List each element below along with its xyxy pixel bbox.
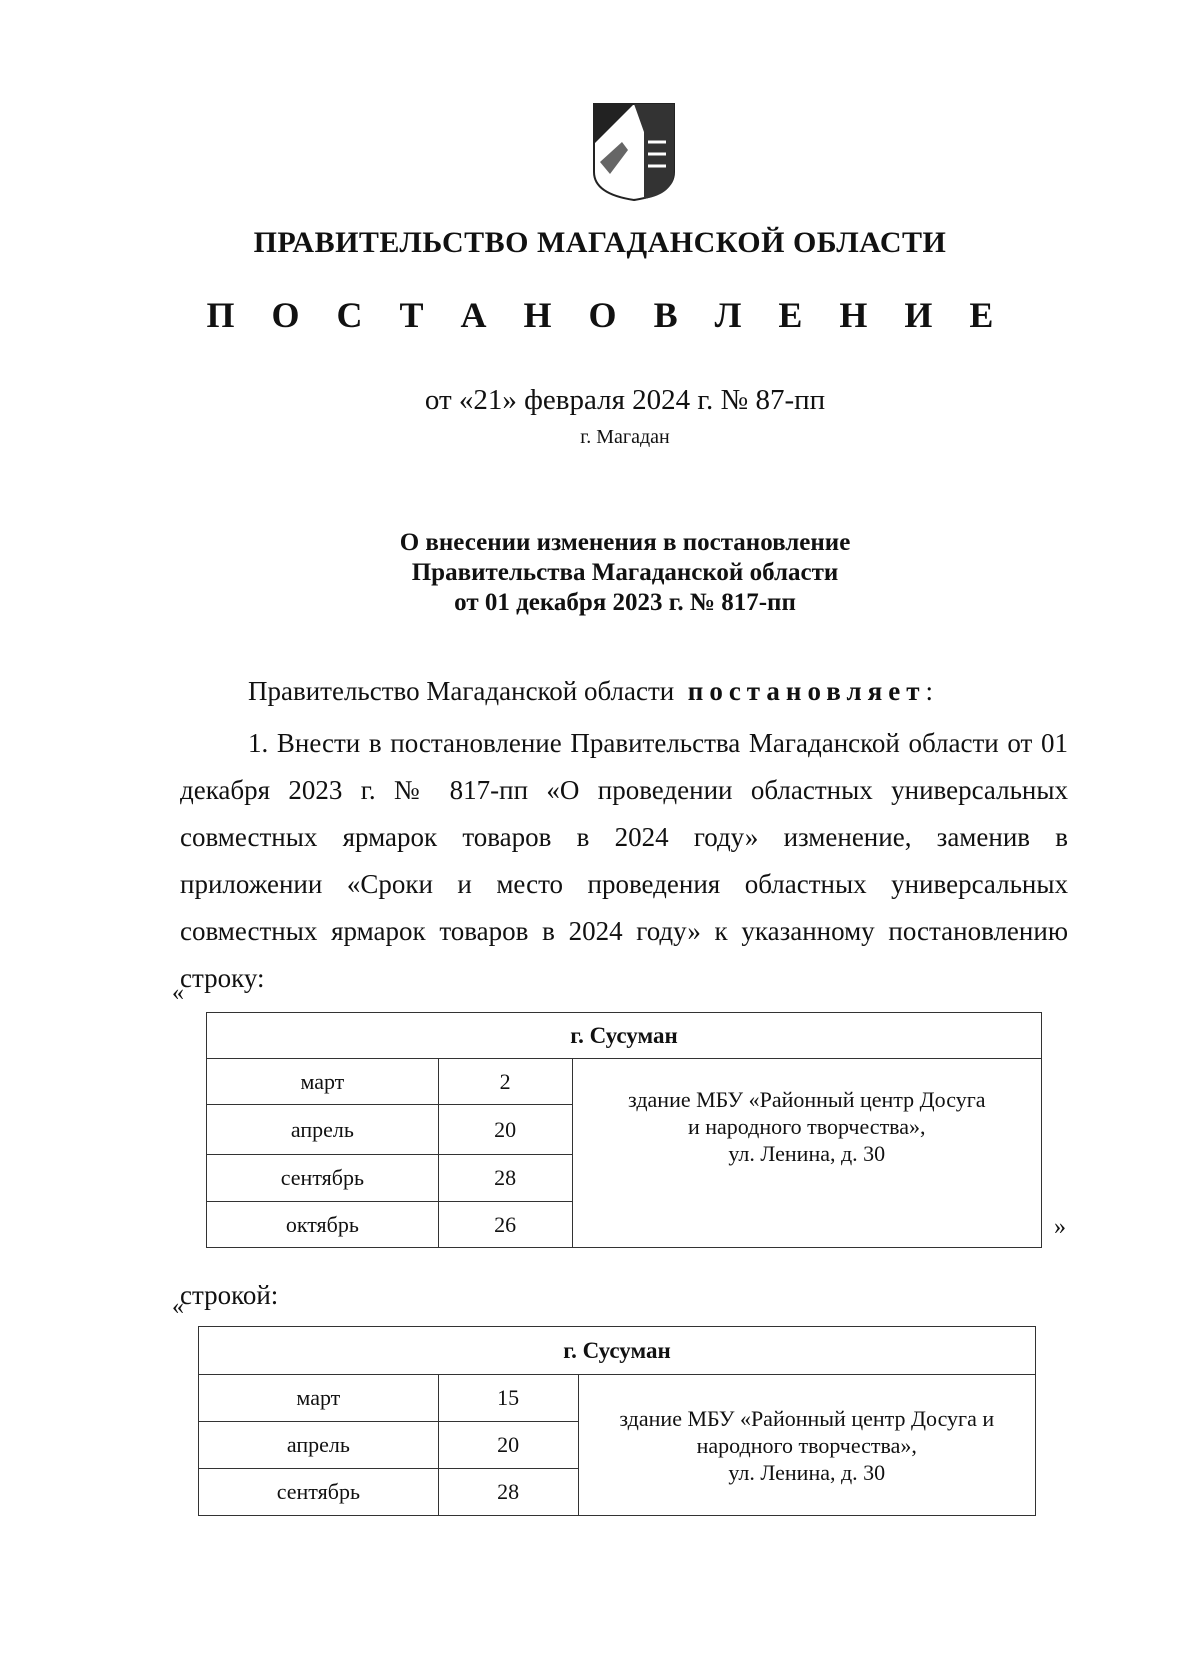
venue-cell (572, 1059, 1041, 1248)
day-cell: 20 (438, 1422, 578, 1469)
day-cell: 26 (438, 1202, 572, 1248)
intro-prefix: Правительство Магаданской области (248, 676, 675, 706)
venue-line: и народного творчества», (688, 1113, 926, 1139)
document-subject (0, 528, 1200, 618)
month-cell: апрель (207, 1105, 439, 1155)
subject-line: О внесении изменения в постановление (399, 529, 851, 556)
coat-of-arms-emblem (592, 102, 676, 202)
day-cell: 28 (438, 1155, 572, 1202)
table-row (207, 1059, 1042, 1105)
subject-line: Правительства Магаданской области (411, 559, 839, 586)
day-cell: 20 (438, 1105, 572, 1155)
table-row (199, 1375, 1036, 1422)
intro-suffix: : (925, 676, 934, 706)
old-schedule-table (206, 1012, 1042, 1248)
document-date-number: от «21» февраля 2024 г. № 87-пп (424, 384, 826, 416)
organization-title: ПРАВИТЕЛЬСТВО МАГАДАНСКОЙ ОБЛАСТИ (253, 226, 947, 259)
month-cell: март (207, 1059, 439, 1105)
month-cell: октябрь (207, 1202, 439, 1248)
month-cell: апрель (199, 1422, 439, 1469)
day-cell: 15 (438, 1375, 578, 1422)
table-heading: г. Сусуман (199, 1327, 1036, 1375)
month-cell: сентябрь (207, 1155, 439, 1202)
quote-open: « (172, 1294, 184, 1320)
month-cell: сентябрь (199, 1469, 439, 1516)
day-cell: 2 (438, 1059, 572, 1105)
venue-line: ул. Ленина, д. 30 (728, 1140, 886, 1166)
venue-cell (578, 1375, 1035, 1516)
month-cell: март (199, 1375, 439, 1422)
table-heading: г. Сусуман (207, 1013, 1042, 1059)
resolution-intro (248, 676, 1068, 707)
quote-close: » (1054, 1214, 1066, 1240)
new-schedule-table (198, 1326, 1036, 1516)
day-cell: 28 (438, 1469, 578, 1516)
replacement-label: строкой: (180, 1280, 279, 1310)
document-city: г. Магадан (580, 426, 670, 448)
intro-verb: постановляет (687, 676, 926, 706)
venue-line: народного творчества», (696, 1432, 917, 1458)
document-type-title: П О С Т А Н О В Л Е Н И Е (206, 295, 1008, 335)
quote-open: « (172, 980, 184, 1006)
subject-line: от 01 декабря 2023 г. № 817-пп (454, 589, 796, 616)
venue-line: ул. Ленина, д. 30 (728, 1459, 886, 1485)
paragraph-1: 1. Внести в постановление Правительства Магаданской области от 01 декабря 2023 г. № 817-пп «О проведении областных универсальных совместных ярмарок товаров в 2024 году» изменение, заменив в приложении «Сроки и место проведения областных универсальных совместных ярмарок товаров в 2024 году» к указанному постановлению строку: (180, 728, 1068, 993)
venue-line: здание МБУ «Районный центр Досуга (628, 1086, 986, 1112)
venue-line: здание МБУ «Районный центр Досуга и (619, 1405, 995, 1431)
